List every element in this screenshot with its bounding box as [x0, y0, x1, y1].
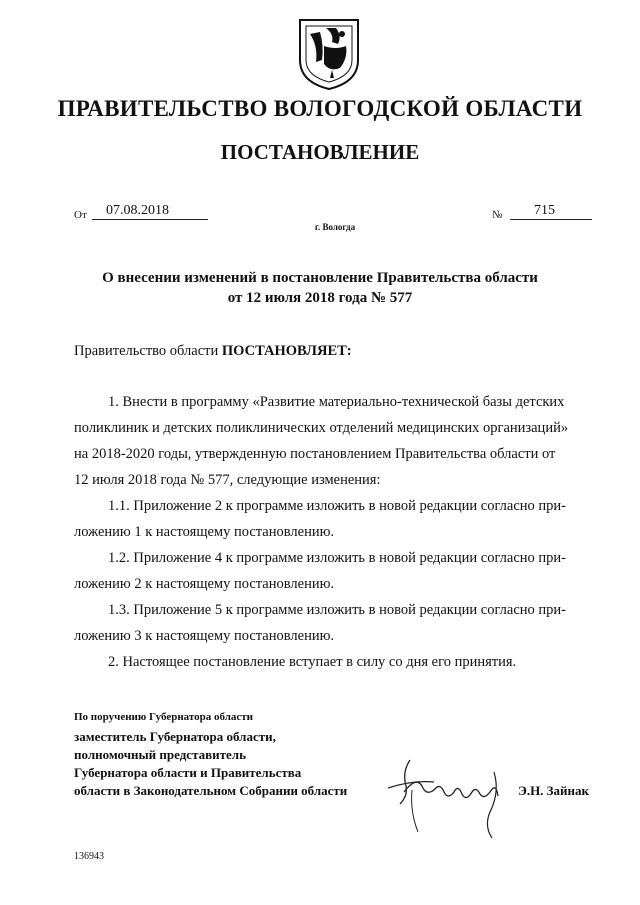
- intro-text: Правительство области: [74, 343, 222, 359]
- paragraph-line: ложению 3 к настоящему постановлению.: [74, 628, 335, 644]
- signature-block: [74, 728, 347, 800]
- paragraph-line: поликлиник и детских поликлинических отделений медицинских организаций»: [74, 420, 569, 436]
- signature-line: области в Законодательном Собрании области: [74, 783, 348, 798]
- subject-line: от 12 июля 2018 года № 577: [227, 290, 413, 306]
- subject-line: О внесении изменений в постановление Правительства области: [102, 270, 538, 286]
- paragraph-line: ложению 2 к настоящему постановлению.: [74, 576, 335, 592]
- number-field: 715: [510, 203, 592, 220]
- intro-decree-word: ПОСТАНОВЛЯЕТ:: [221, 343, 352, 359]
- paragraph-line: 1. Внести в программу «Развитие материально-технической базы детских: [108, 394, 565, 410]
- signature-line: заместитель Губернатора области,: [74, 729, 276, 744]
- paragraph-line: ложению 1 к настоящему постановлению.: [74, 524, 335, 540]
- handwritten-signature-icon: [382, 752, 512, 842]
- coat-of-arms-icon: [296, 16, 362, 92]
- city-label: г. Вологда: [314, 222, 356, 232]
- paragraph-line: на 2018-2020 годы, утвержденную постановлением Правительства области от: [74, 446, 556, 462]
- document-type: ПОСТАНОВЛЕНИЕ: [220, 140, 420, 164]
- paragraph-line: 2. Настоящее постановление вступает в силу со дня его принятия.: [108, 654, 517, 670]
- intro-paragraph: [74, 338, 352, 364]
- signer-name: Э.Н. Зайнак: [518, 783, 590, 798]
- subject-heading: [0, 268, 640, 308]
- paragraph-line: 12 июля 2018 года № 577, следующие изменения:: [74, 472, 381, 488]
- paragraph-line: 1.2. Приложение 4 к программе изложить в новой редакции согласно при-: [108, 550, 566, 566]
- signature-authority: По поручению Губернатора области: [74, 711, 254, 723]
- date-prefix: От: [74, 209, 87, 221]
- date-field: 07.08.2018: [92, 203, 208, 220]
- body-paragraphs: [74, 389, 592, 675]
- number-prefix: №: [492, 209, 503, 221]
- government-title: ПРАВИТЕЛЬСТВО ВОЛОГОДСКОЙ ОБЛАСТИ: [57, 96, 583, 121]
- paragraph-line: 1.3. Приложение 5 к программе изложить в новой редакции согласно при-: [108, 602, 566, 618]
- paragraph-line: 1.1. Приложение 2 к программе изложить в новой редакции согласно при-: [108, 498, 566, 514]
- signature-line: Губернатора области и Правительства: [74, 765, 302, 780]
- signature-line: полномочный представитель: [74, 747, 246, 762]
- registration-number: 136943: [74, 851, 104, 862]
